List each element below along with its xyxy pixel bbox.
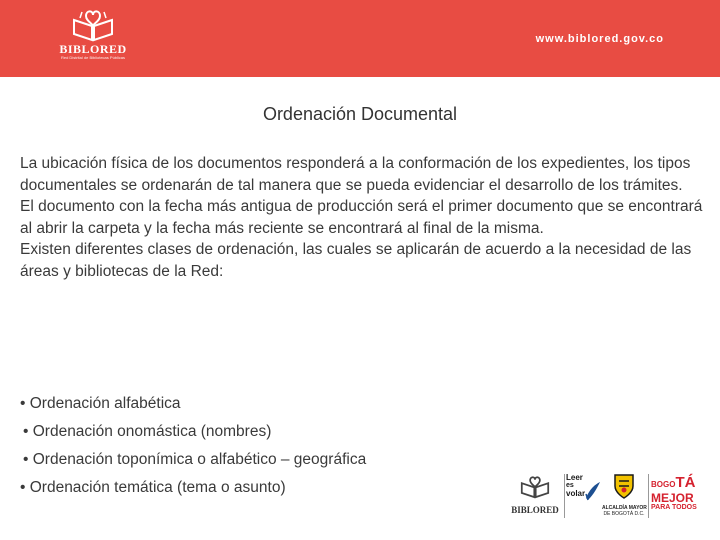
ordering-types-list [20, 390, 480, 502]
list-item: • Ordenación toponímica o alfabético – geográfica [23, 451, 367, 468]
list-item: • Ordenación temática (tema o asunto) [20, 479, 286, 496]
leer-es-volar-logo [566, 474, 602, 520]
biblored-footer-logo [510, 472, 560, 520]
paragraph-classes: Existen diferentes clases de ordenación, las cuales se aplicarán de acuerdo a la necesidad de las áreas y bibliotecas de la Red: [20, 241, 692, 280]
list-item: • Ordenación onomástica (nombres) [23, 423, 272, 440]
brand-tagline: Red Distrital de Bibliotecas Públicas [60, 55, 126, 60]
biblored-footer-name: BIBLORED [511, 505, 559, 515]
para-todos-word: PARA TODOS [651, 504, 697, 511]
leer-line-1: Leer [566, 473, 583, 482]
list-item: • Ordenación alfabética [20, 395, 181, 412]
paragraph-dates: El documento con la fecha más antigua de producción será el primer documento que se encontrará al abrir la carpeta y la fecha más reciente se encontrará al final de la misma. [20, 198, 703, 237]
site-url[interactable]: www.biblored.gov.co [535, 33, 664, 45]
coat-of-arms-icon [613, 472, 635, 500]
book-heart-icon [519, 472, 551, 500]
biblored-logo[interactable] [58, 6, 128, 72]
bogota-suffix: TÁ [675, 474, 696, 491]
bogota-prefix: BOGO [651, 480, 676, 489]
book-heart-icon [70, 6, 116, 42]
alcaldia-name: ALCALDÍA MAYOR [602, 505, 647, 511]
mejor-word: MEJOR [651, 491, 694, 505]
brand-name: BIBLORED [59, 42, 127, 56]
leer-line-3: volar [566, 489, 586, 498]
bird-icon [584, 480, 602, 502]
slide-title: Ordenación Documental [262, 104, 458, 124]
paragraph-location: La ubicación física de los documentos responderá a la conformación de los expedientes, los tipos documentales se ordenarán de tal manera que se pueda evidenciar el desarrollo de los trámites. [20, 155, 691, 194]
alcaldia-city: DE BOGOTÁ D.C. [603, 511, 645, 517]
bogota-wordmark [651, 474, 707, 492]
bogota-mejor-logo [651, 474, 707, 520]
logo-divider [648, 474, 649, 518]
logo-divider [564, 474, 565, 518]
body-text [20, 153, 710, 282]
leer-line-2: es [566, 482, 574, 489]
footer-logos [508, 468, 704, 524]
alcaldia-logo [602, 472, 646, 520]
header-bar [0, 0, 720, 77]
